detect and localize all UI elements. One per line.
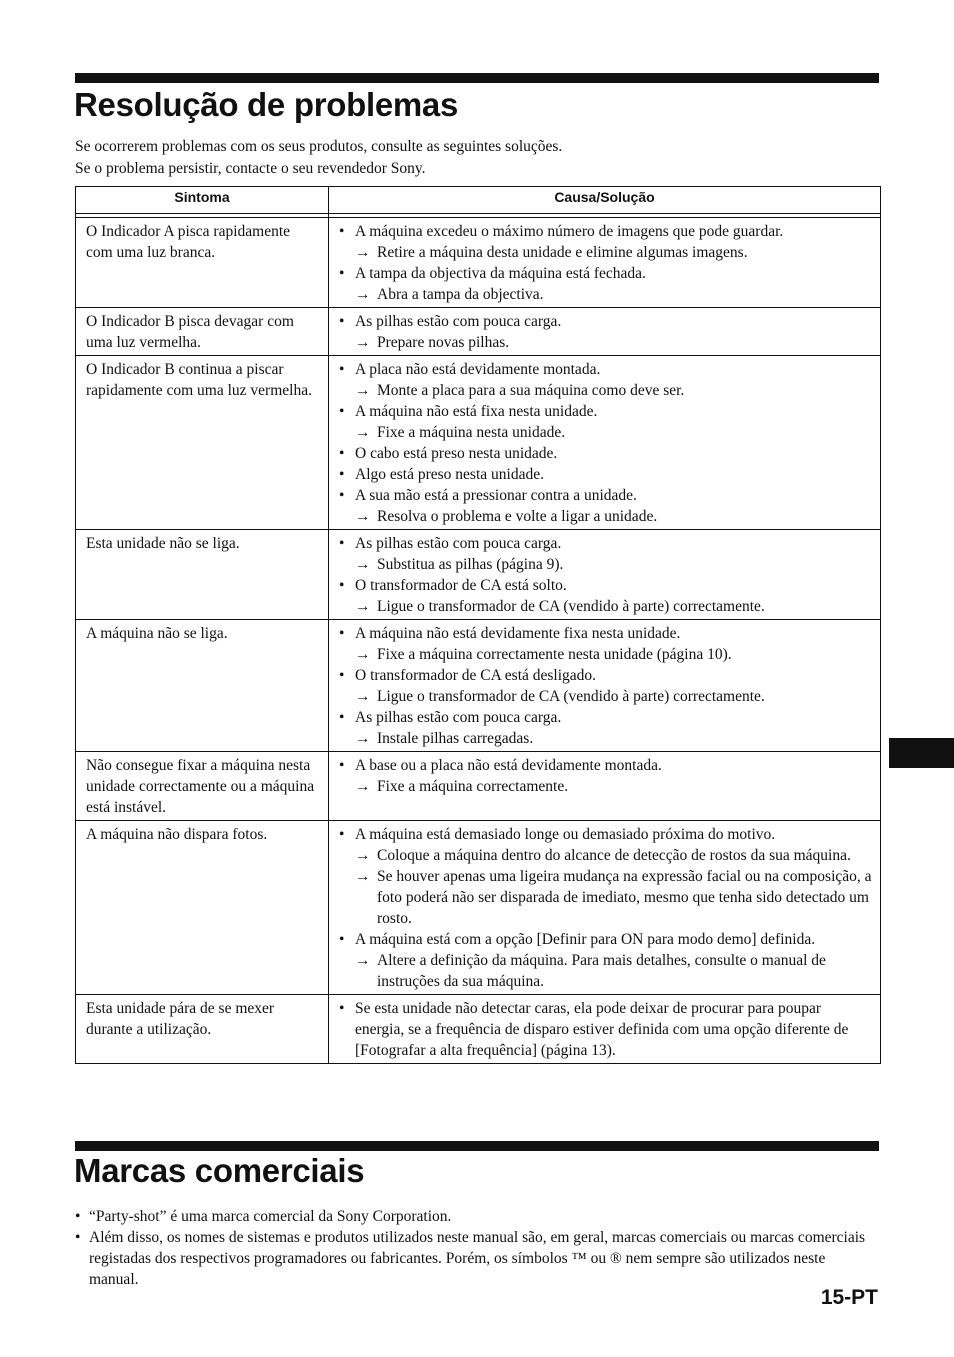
arrow-icon: → (355, 556, 371, 573)
arrow-icon: → (355, 382, 371, 399)
cause-item (339, 464, 872, 485)
list-item: • Além disso, os nomes de sistemas e produtos utilizados neste manual são, em geral, marcas comerciais ou marcas comerciais registadas dos respectivos programadores ou fabricantes. Porém, os símbolos ™ ou ® nem sempre são utilizados neste manual. (75, 1227, 875, 1290)
solution-item (339, 242, 872, 263)
cause-text: A tampa da objectiva da máquina está fechada. (355, 265, 646, 282)
solution-item (339, 845, 872, 866)
solution-text: Coloque a máquina dentro do alcance de detecção de rostos da sua máquina. (377, 847, 851, 864)
language-tab-marker (889, 738, 954, 768)
cause-item (339, 263, 872, 284)
trademarks-list (75, 1206, 875, 1290)
cause-list (339, 623, 872, 749)
cause-text: A máquina está com a opção [Definir para ON para modo demo] definida. (355, 931, 816, 948)
cause-list (339, 359, 872, 527)
cause-list (339, 533, 872, 617)
symptom-cell: O Indicador A pisca rapidamente com uma luz branca. (76, 218, 329, 308)
header-cause-solution: Causa/Solução (329, 187, 881, 214)
arrow-icon: → (355, 778, 371, 795)
solution-item (339, 596, 872, 617)
cause-text: As pilhas estão com pouca carga. (355, 709, 562, 726)
table-header-row (76, 187, 881, 214)
cause-item (339, 221, 872, 242)
intro-line: Se o problema persistir, contacte o seu revendedor Sony. (75, 159, 426, 177)
arrow-icon: → (355, 847, 371, 864)
section-title: Marcas comerciais (74, 1152, 365, 1189)
intro-line: Se ocorrerem problemas com os seus produtos, consulte as seguintes soluções. (75, 138, 563, 155)
symptom-cell: O Indicador B pisca devagar com uma luz vermelha. (76, 308, 329, 356)
cause-solution-cell (329, 752, 881, 821)
symptom-cell: A máquina não dispara fotos. (76, 821, 329, 995)
cause-solution-cell (329, 356, 881, 530)
symptom-cell: Não consegue fixar a máquina nesta unidade correctamente ou a máquina está instável. (76, 752, 329, 821)
solution-text: Fixe a máquina correctamente nesta unidade (página 10). (377, 646, 732, 663)
cause-solution-cell (329, 821, 881, 995)
solution-item (339, 866, 872, 929)
cause-item (339, 824, 872, 845)
cause-text: As pilhas estão com pouca carga. (355, 535, 562, 552)
cause-text: O transformador de CA está solto. (355, 577, 567, 594)
solution-text: Monte a placa para a sua máquina como deve ser. (377, 382, 685, 399)
arrow-icon: → (355, 868, 371, 885)
cause-item (339, 998, 872, 1061)
solution-text: Ligue o transformador de CA (vendido à parte) correctamente. (377, 598, 765, 615)
solution-text: Se houver apenas uma ligeira mudança na expressão facial ou na composição, a foto poderá não ser disparada de imediato, mesmo que tenha sido detectado um rosto. (377, 868, 872, 927)
cause-solution-cell (329, 308, 881, 356)
cause-text: Algo está preso nesta unidade. (355, 466, 544, 483)
solution-text: Substitua as pilhas (página 9). (377, 556, 564, 573)
cause-solution-cell (329, 995, 881, 1064)
solution-item (339, 332, 872, 353)
cause-solution-cell (329, 530, 881, 620)
solution-item (339, 728, 872, 749)
cause-text: A máquina excedeu o máximo número de imagens que pode guardar. (355, 223, 784, 240)
arrow-icon: → (355, 508, 371, 525)
cause-list (339, 998, 872, 1061)
arrow-icon: → (355, 730, 371, 747)
solution-text: Instale pilhas carregadas. (377, 730, 534, 747)
symptom-cell: Esta unidade não se liga. (76, 530, 329, 620)
arrow-icon: → (355, 952, 371, 969)
symptom-cell: Esta unidade pára de se mexer durante a utilização. (76, 995, 329, 1064)
cause-text: As pilhas estão com pouca carga. (355, 313, 562, 330)
cause-item (339, 707, 872, 728)
cause-item (339, 359, 872, 380)
arrow-icon: → (355, 334, 371, 351)
cause-item (339, 485, 872, 506)
cause-item (339, 929, 872, 950)
page-title: Resolução de problemas (74, 86, 459, 123)
solution-text: Ligue o transformador de CA (vendido à parte) correctamente. (377, 688, 765, 705)
cause-item (339, 533, 872, 554)
cause-item (339, 755, 872, 776)
list-item: • “Party-shot” é uma marca comercial da Sony Corporation. (75, 1206, 875, 1227)
cause-text: A máquina não está devidamente fixa nesta unidade. (355, 625, 681, 642)
section-rule-bottom (75, 1141, 879, 1151)
cause-text: O cabo está preso nesta unidade. (355, 445, 558, 462)
solution-item (339, 950, 872, 992)
table-row (76, 218, 881, 308)
cause-item (339, 311, 872, 332)
cause-text: A placa não está devidamente montada. (355, 361, 601, 378)
cause-text: A base ou a placa não está devidamente montada. (355, 757, 662, 774)
cause-solution-cell (329, 218, 881, 308)
cause-list (339, 221, 872, 305)
solution-text: Resolva o problema e volte a ligar a unidade. (377, 508, 658, 525)
cause-list (339, 755, 872, 797)
section-rule-top (75, 73, 879, 83)
cause-text: A máquina não está fixa nesta unidade. (355, 403, 598, 420)
table-row (76, 752, 881, 821)
cause-item (339, 623, 872, 644)
solution-text: Retire a máquina desta unidade e elimine algumas imagens. (377, 244, 748, 261)
cause-text: O transformador de CA está desligado. (355, 667, 597, 684)
solution-text: Fixe a máquina correctamente. (377, 778, 569, 795)
header-symptom: Sintoma (76, 187, 329, 214)
solution-text: Abra a tampa da objectiva. (377, 286, 544, 303)
cause-list (339, 824, 872, 992)
arrow-icon: → (355, 688, 371, 705)
table-row (76, 356, 881, 530)
intro-text (75, 136, 562, 179)
solution-item (339, 422, 872, 443)
arrow-icon: → (355, 244, 371, 261)
solution-text: Altere a definição da máquina. Para mais detalhes, consulte o manual de instruções da sua máquina. (377, 952, 826, 990)
arrow-icon: → (355, 286, 371, 303)
cause-item (339, 665, 872, 686)
table-row (76, 308, 881, 356)
solution-text: Fixe a máquina nesta unidade. (377, 424, 566, 441)
cause-text: Se esta unidade não detectar caras, ela pode deixar de procurar para poupar energia, se a frequência de disparo estiver definida com uma opção diferente de [Fotografar a alta frequência] (página 13). (355, 1000, 849, 1059)
cause-solution-cell (329, 620, 881, 752)
table-row (76, 995, 881, 1064)
solution-item (339, 686, 872, 707)
cause-list (339, 311, 872, 353)
table-body (76, 218, 881, 1064)
symptom-cell: O Indicador B continua a piscar rapidamente com uma luz vermelha. (76, 356, 329, 530)
cause-text: A sua mão está a pressionar contra a unidade. (355, 487, 637, 504)
solution-item (339, 644, 872, 665)
solution-item (339, 776, 872, 797)
cause-item (339, 401, 872, 422)
arrow-icon: → (355, 424, 371, 441)
arrow-icon: → (355, 598, 371, 615)
table-row (76, 821, 881, 995)
cause-item (339, 575, 872, 596)
cause-item (339, 443, 872, 464)
table-row (76, 620, 881, 752)
cause-text: A máquina está demasiado longe ou demasiado próxima do motivo. (355, 826, 776, 843)
troubleshooting-table (75, 186, 881, 1064)
solution-item (339, 506, 872, 527)
solution-item (339, 554, 872, 575)
symptom-cell: A máquina não se liga. (76, 620, 329, 752)
table-row (76, 530, 881, 620)
solution-item (339, 284, 872, 305)
arrow-icon: → (355, 646, 371, 663)
page-number: 15-PT (820, 1286, 878, 1309)
solution-text: Prepare novas pilhas. (377, 334, 510, 351)
solution-item (339, 380, 872, 401)
